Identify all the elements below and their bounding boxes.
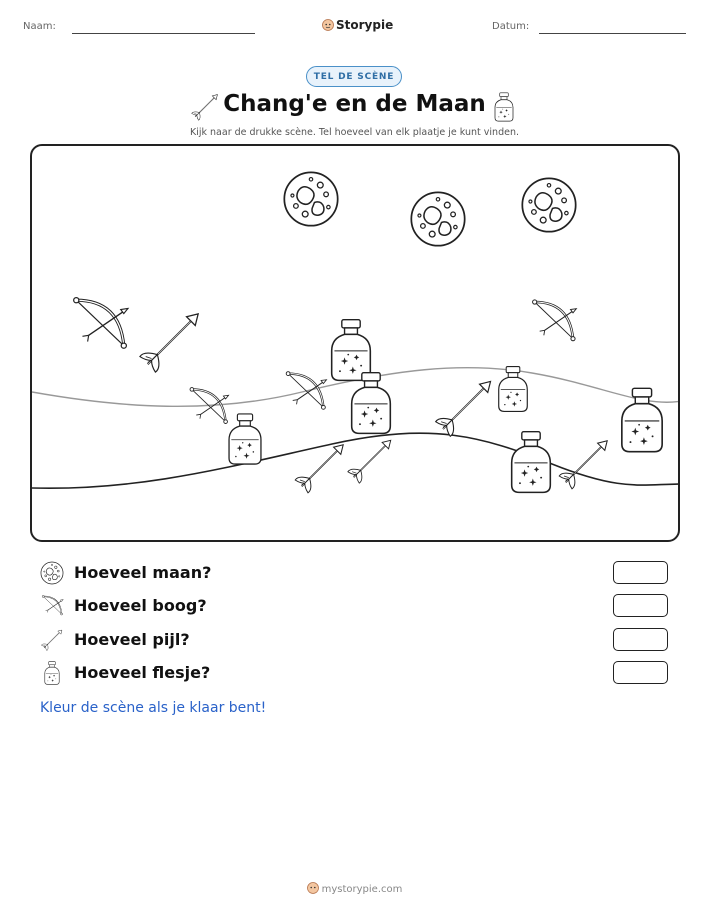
bottle-icon <box>508 426 554 498</box>
name-label: Naam: <box>23 21 56 32</box>
bottle-icon <box>226 408 264 470</box>
category-badge: TEL DE SCÈNE <box>306 66 402 87</box>
question-bow <box>40 593 670 619</box>
answer-box-arrow[interactable] <box>613 628 668 651</box>
bottle-icon <box>40 661 64 685</box>
bottle-icon <box>348 368 394 438</box>
coloring-note: Kleur de scène als je klaar bent! <box>40 700 267 716</box>
storypie-logo-icon <box>307 882 319 894</box>
arrow-icon <box>345 436 395 486</box>
footer-url[interactable]: mystorypie.com <box>321 884 403 895</box>
storypie-logo-icon <box>322 19 334 31</box>
arrow-icon <box>292 440 348 496</box>
question-text: Hoeveel flesje? <box>74 663 211 682</box>
answer-box-bottle[interactable] <box>613 661 668 684</box>
worksheet-header <box>0 18 709 38</box>
answer-box-moon[interactable] <box>613 561 668 584</box>
counting-scene <box>30 144 680 542</box>
moon-icon <box>409 190 467 248</box>
question-moon <box>40 560 670 586</box>
bow-icon <box>68 288 130 362</box>
bottle-icon <box>618 382 666 458</box>
question-text: Hoeveel maan? <box>74 563 212 582</box>
arrow-icon <box>432 376 496 440</box>
bow-icon <box>186 380 230 434</box>
moon-icon <box>40 561 64 585</box>
question-bottle <box>40 660 670 686</box>
moon-icon <box>520 176 578 234</box>
bottle-icon <box>496 362 530 416</box>
title-bottle-icon <box>492 92 516 122</box>
bow-icon <box>528 292 578 352</box>
instructions: Kijk naar de drukke scène. Tel hoeveel van elk plaatje je kunt vinden. <box>190 127 519 138</box>
page-footer <box>0 882 709 895</box>
question-text: Hoeveel pijl? <box>74 630 190 649</box>
question-text: Hoeveel boog? <box>74 596 207 615</box>
page-title: Chang'e en de Maan <box>223 91 486 117</box>
arrow-icon <box>136 308 204 376</box>
name-field-line[interactable] <box>72 33 255 34</box>
bow-icon <box>40 594 64 618</box>
moon-icon <box>282 170 340 228</box>
date-field-line[interactable] <box>539 33 686 34</box>
bow-icon <box>282 364 328 420</box>
brand-name: Storypie <box>336 18 394 32</box>
arrow-icon <box>40 628 64 652</box>
arrow-icon <box>556 436 612 492</box>
question-arrow <box>40 627 670 653</box>
answer-box-bow[interactable] <box>613 594 668 617</box>
date-label: Datum: <box>492 21 530 32</box>
brand-logo <box>322 18 393 32</box>
